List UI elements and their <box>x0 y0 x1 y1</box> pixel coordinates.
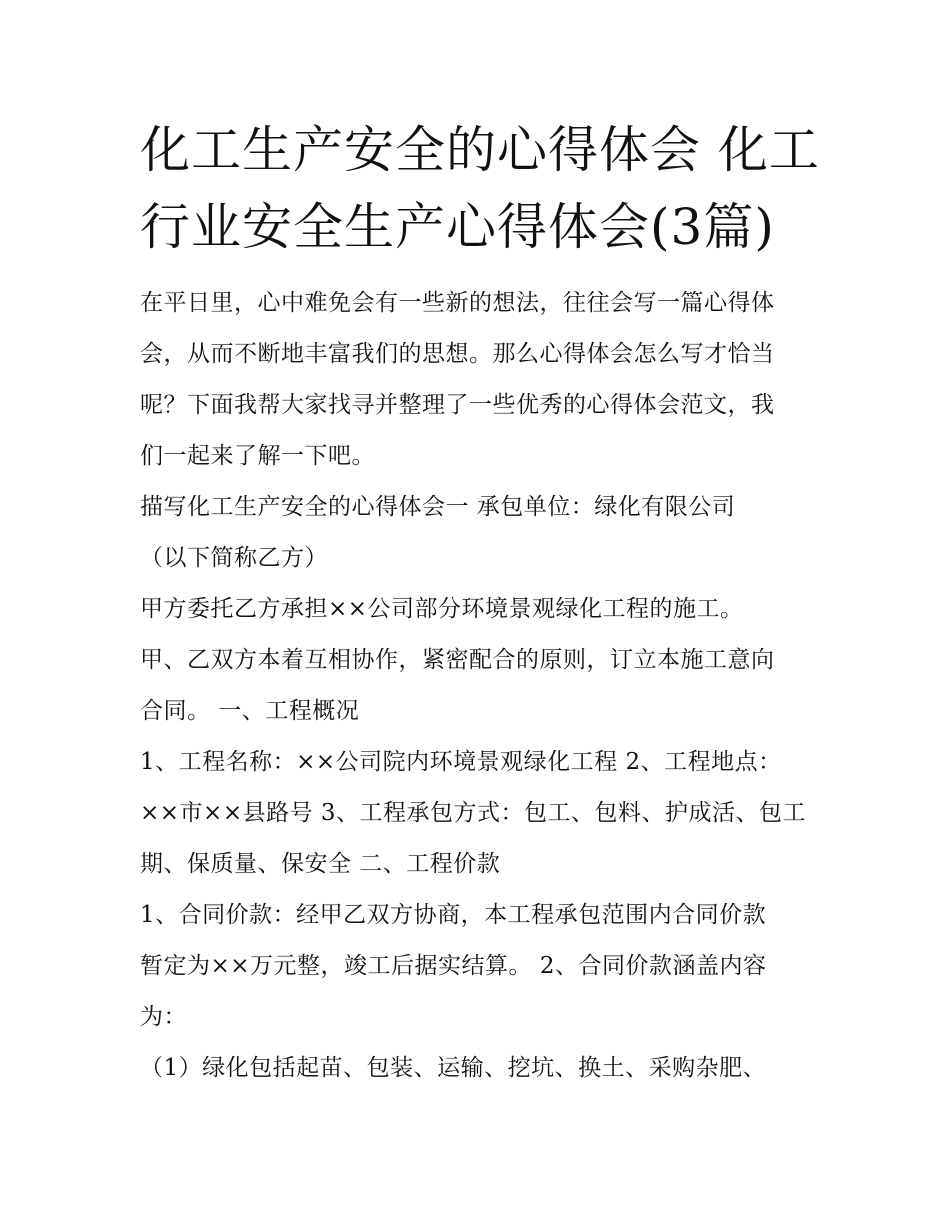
body-line: 1、合同价款：经甲乙双方协商，本工程承包范围内合同价款 <box>140 902 767 928</box>
document-body <box>140 278 820 1094</box>
body-line: 们一起来了解一下吧。 <box>140 443 375 469</box>
body-line: 描写化工生产安全的心得体会一 承包单位：绿化有限公司 <box>140 494 736 520</box>
body-line: （以下简称乙方） <box>140 545 328 571</box>
body-line: 甲方委托乙方承担××公司部分环境景观绿化工程的施工。 <box>140 596 744 622</box>
body-line: 甲、乙双方本着互相协作，紧密配合的原则，订立本施工意向 <box>140 647 775 673</box>
title-line: 化工生产安全的心得体会 化工 <box>140 121 820 179</box>
body-line: 合同。 一、工程概况 <box>140 698 360 724</box>
document-title <box>140 112 820 266</box>
body-line: 呢？下面我帮大家找寻并整理了一些优秀的心得体会范文，我 <box>140 392 775 418</box>
body-line: 会，从而不断地丰富我们的思想。那么心得体会怎么写才恰当 <box>140 341 775 367</box>
body-line: 为： <box>140 1004 187 1030</box>
body-line: 暂定为××万元整，竣工后据实结算。 2、合同价款涵盖内容 <box>140 953 767 979</box>
title-line: 行业安全生产心得体会(3篇) <box>140 198 775 256</box>
body-line: 1、工程名称：××公司院内环境景观绿化工程 2、工程地点： <box>140 749 782 775</box>
body-line: （1）绿化包括起苗、包装、运输、挖坑、换土、采购杂肥、 <box>140 1055 767 1081</box>
body-line: 在平日里，心中难免会有一些新的想法，往往会写一篇心得体 <box>140 290 775 316</box>
body-line: ××市××县路号 3、工程承包方式：包工、包料、护成活、包工 <box>140 800 807 826</box>
body-line: 期、保质量、保安全 二、工程价款 <box>140 851 501 877</box>
